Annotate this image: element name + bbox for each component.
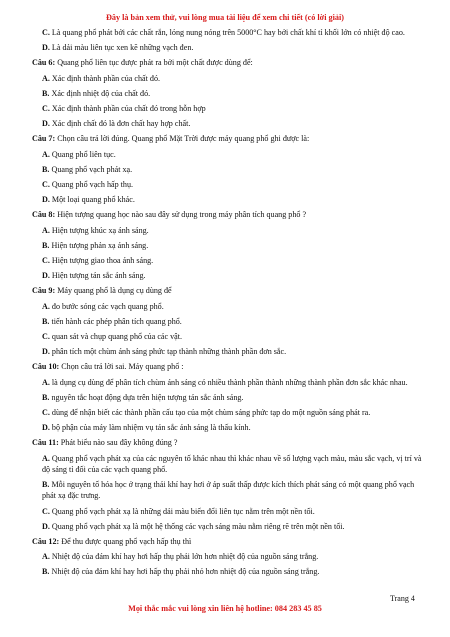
option-line (32, 240, 424, 251)
option-label: C. (42, 506, 50, 516)
option-line (32, 103, 424, 114)
option-text: Quang phổ vạch phát xạ của các nguyên tố khác nhau thì khác nhau về số lượng vạch màu, màu sắc vạch, vị trí và độ sáng tỉ đối của các vạch quang phổ. (42, 453, 422, 474)
option-label: A. (42, 552, 50, 562)
option-text: Hiện tượng giao thoa ánh sáng. (51, 256, 154, 266)
question-line (32, 536, 424, 547)
question-label: Câu 8: (32, 210, 56, 220)
question-line (32, 209, 424, 220)
page-number: Trang 4 (390, 594, 415, 603)
option-label: D. (42, 423, 50, 433)
question-line (32, 285, 424, 296)
option-text: Một loại quang phổ khác. (51, 195, 135, 205)
option-label: D. (42, 347, 50, 357)
option-label: B. (42, 392, 50, 402)
option-text: Quang phổ vạch hấp thụ. (51, 180, 134, 190)
option-line (32, 42, 424, 53)
option-label: D. (42, 195, 50, 205)
option-line (32, 27, 424, 38)
preview-banner: Đây là bản xem thử, vui lòng mua tài liệu để xem chi tiết (có lời giải) (105, 13, 344, 22)
option-text: quan sát và chụp quang phổ của các vật. (51, 332, 183, 342)
option-label: B. (42, 480, 50, 490)
option-text: Là dải màu liên tục xen kẽ những vạch đen. (51, 43, 194, 53)
option-line (32, 118, 424, 129)
option-label: A. (42, 225, 50, 235)
option-text: tiến hành các phép phân tích quang phổ. (51, 316, 182, 326)
question-line (32, 57, 424, 68)
option-text: Nhiệt độ của đám khí hay hơi hấp thụ phải lớn hơn nhiệt độ của nguồn sáng trắng. (51, 552, 319, 562)
question-label: Câu 12: (32, 536, 60, 546)
option-label: B. (42, 164, 50, 174)
option-text: Hiện tượng tán sắc ánh sáng. (51, 271, 146, 281)
option-text: Hiện tượng phản xạ ánh sáng. (51, 240, 149, 250)
option-label: B. (42, 567, 50, 577)
option-label: C. (42, 104, 50, 114)
option-label: C. (42, 408, 50, 418)
question-text: Để thu được quang phổ vạch hấp thụ thì (61, 536, 192, 546)
option-text: Xác định chất đó là đơn chất hay hợp chất. (51, 119, 191, 129)
option-text: dùng để nhận biết các thành phần cấu tạo của một chùm sáng phức tạp do một nguồn sáng phát ra. (51, 408, 371, 418)
option-text: bộ phận của máy làm nhiệm vụ tán sắc ánh sáng là thấu kính. (51, 423, 251, 433)
question-text: Quang phổ liên tục được phát ra bởi một chất được dùng để: (57, 58, 253, 68)
option-line (32, 479, 424, 501)
option-line (32, 392, 424, 403)
option-line (32, 346, 424, 357)
option-line (32, 377, 424, 388)
option-line (32, 270, 424, 281)
question-label: Câu 10: (32, 362, 60, 372)
option-line (32, 422, 424, 433)
option-label: A. (42, 73, 50, 83)
option-line (32, 194, 424, 205)
option-label: D. (42, 119, 50, 129)
option-text: phân tích một chùm ánh sáng phức tạp thành những thành phần đơn sắc. (51, 347, 287, 357)
question-label: Câu 6: (32, 58, 56, 68)
document-body (32, 27, 424, 582)
option-label: C. (42, 256, 50, 266)
option-label: C. (42, 332, 50, 342)
hotline-footer: Mọi thắc mắc vui lòng xin liên hệ hotline: 084 283 45 85 (128, 604, 322, 613)
option-line (32, 566, 424, 577)
option-label: D. (42, 521, 50, 531)
question-label: Câu 7: (32, 134, 56, 144)
option-text: Quang phổ vạch phát xạ. (51, 164, 133, 174)
question-line (32, 133, 424, 144)
option-line (32, 164, 424, 175)
option-label: C. (42, 180, 50, 190)
question-label: Câu 9: (32, 286, 56, 296)
option-text: Mỗi nguyên tố hóa học ở trạng thái khí hay hơi ở áp suất thấp được kích thích phát sáng có một quang phổ vạch phát xạ đặc trưng. (42, 480, 415, 501)
question-text: Chọn câu trả lời sai. Máy quang phổ : (61, 362, 184, 372)
option-line (32, 506, 424, 517)
option-line (32, 149, 424, 160)
option-label: B. (42, 88, 50, 98)
option-text: Quang phổ vạch phát xạ là một hệ thống các vạch sáng màu nằm riêng rẽ trên một nền tối. (51, 521, 345, 531)
option-line (32, 331, 424, 342)
option-line (32, 453, 424, 475)
question-text: Hiện tượng quang học nào sau đây sử dụng trong máy phân tích quang phổ ? (57, 210, 307, 220)
question-text: Chọn câu trả lời đúng. Quang phổ Mặt Trời được máy quang phổ ghi được là: (57, 134, 310, 144)
option-text: Xác định thành phần của chất đó trong hỗn hợp (51, 104, 206, 114)
option-text: Quang phổ vạch phát xạ là những dải màu biến đổi liên tục nằm trên một nền tối. (51, 506, 315, 516)
question-line (32, 361, 424, 372)
option-text: Hiện tượng khúc xạ ánh sáng. (51, 225, 149, 235)
option-line (32, 179, 424, 190)
option-line (32, 88, 424, 99)
option-line (32, 521, 424, 532)
option-line (32, 225, 424, 236)
option-text: nguyên tắc hoạt động dựa trên hiện tượng tán sắc ánh sáng. (51, 392, 244, 402)
option-line (32, 407, 424, 418)
option-text: là dụng cụ dùng để phân tích chùm ánh sáng có nhiều thành phần thành những thành phần đơn sắc khác nhau. (51, 377, 408, 387)
question-text: Phát biểu nào sau đây không đúng ? (60, 438, 178, 448)
option-line (32, 301, 424, 312)
question-label: Câu 11: (32, 438, 59, 448)
option-line (32, 73, 424, 84)
option-label: A. (42, 301, 50, 311)
option-label: B. (42, 316, 50, 326)
question-line (32, 437, 424, 448)
option-label: D. (42, 43, 50, 53)
option-label: D. (42, 271, 50, 281)
option-label: A. (42, 149, 50, 159)
option-label: B. (42, 240, 50, 250)
option-label: C. (42, 28, 50, 37)
option-text: Quang phổ liên tục. (51, 149, 116, 159)
option-text: Là quang phổ phát bởi các chất rắn, lỏng nung nóng trên 5000°C hay bởi chất khí tỉ khối lớn có nhiệt độ cao. (51, 28, 405, 37)
question-text: Máy quang phổ là dụng cụ dùng để (57, 286, 172, 296)
option-text: đo bước sóng các vạch quang phổ. (51, 301, 164, 311)
option-line (32, 551, 424, 562)
option-text: Xác định thành phần của chất đó. (51, 73, 161, 83)
option-label: A. (42, 377, 50, 387)
option-text: Nhiệt độ của đám khí hay hơi hấp thụ phải nhỏ hơn nhiệt độ của nguồn sáng trắng. (51, 567, 320, 577)
option-line (32, 255, 424, 266)
option-text: Xác định nhiệt độ của chất đó. (51, 88, 151, 98)
option-line (32, 316, 424, 327)
option-label: A. (42, 453, 50, 463)
